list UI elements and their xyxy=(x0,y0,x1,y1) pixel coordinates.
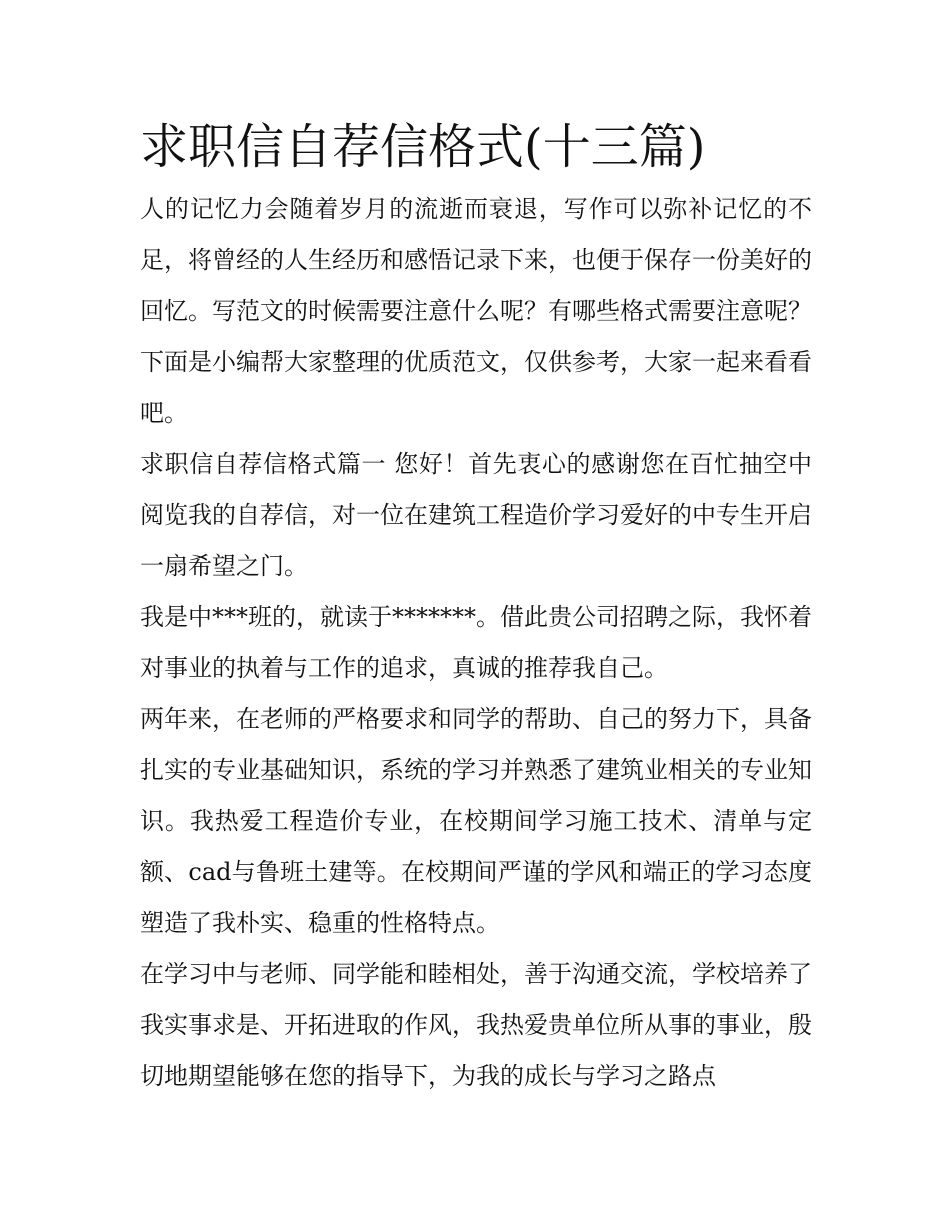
paragraph-education: 两年来，在老师的严格要求和同学的帮助、自己的努力下，具备扎实的专业基础知识，系统的学习并熟悉了建筑业相关的专业知识。我热爱工程造价专业，在校期间学习施工技术、清单与定额、cad与鲁班土建等。在校期间严谨的学风和端正的学习态度塑造了我朴实、稳重的性格特点。 xyxy=(140,705,812,937)
paragraph-letter-opening: 求职信自荐信格式篇一 您好！首先衷心的感谢您在百忙抽空中阅览我的自荐信，对一位在建筑工程造价学习爱好的中专生开启一扇希望之门。 xyxy=(140,450,812,580)
paragraph-self-introduction: 我是中***班的，就读于*******。借此贵公司招聘之际，我怀着对事业的执着与工作的追求，真诚的推荐我自己。 xyxy=(140,603,812,682)
paragraph-intro: 人的记忆力会随着岁月的流逝而衰退，写作可以弥补记忆的不足，将曾经的人生经历和感悟记录下来，也便于保存一份美好的回忆。写范文的时候需要注意什么呢？有哪些格式需要注意呢？下面是小编帮大家整理的优质范文，仅供参考，大家一起来看看吧。 xyxy=(140,195,812,427)
paragraph-character: 在学习中与老师、同学能和睦相处，善于沟通交流，学校培养了我实事求是、开拓进取的作风，我热爱贵单位所从事的事业，殷切地期望能够在您的指导下，为我的成长与学习之路点 xyxy=(140,960,812,1090)
document-body xyxy=(140,112,812,1102)
document-title: 求职信自荐信格式(十三篇) xyxy=(140,119,706,175)
